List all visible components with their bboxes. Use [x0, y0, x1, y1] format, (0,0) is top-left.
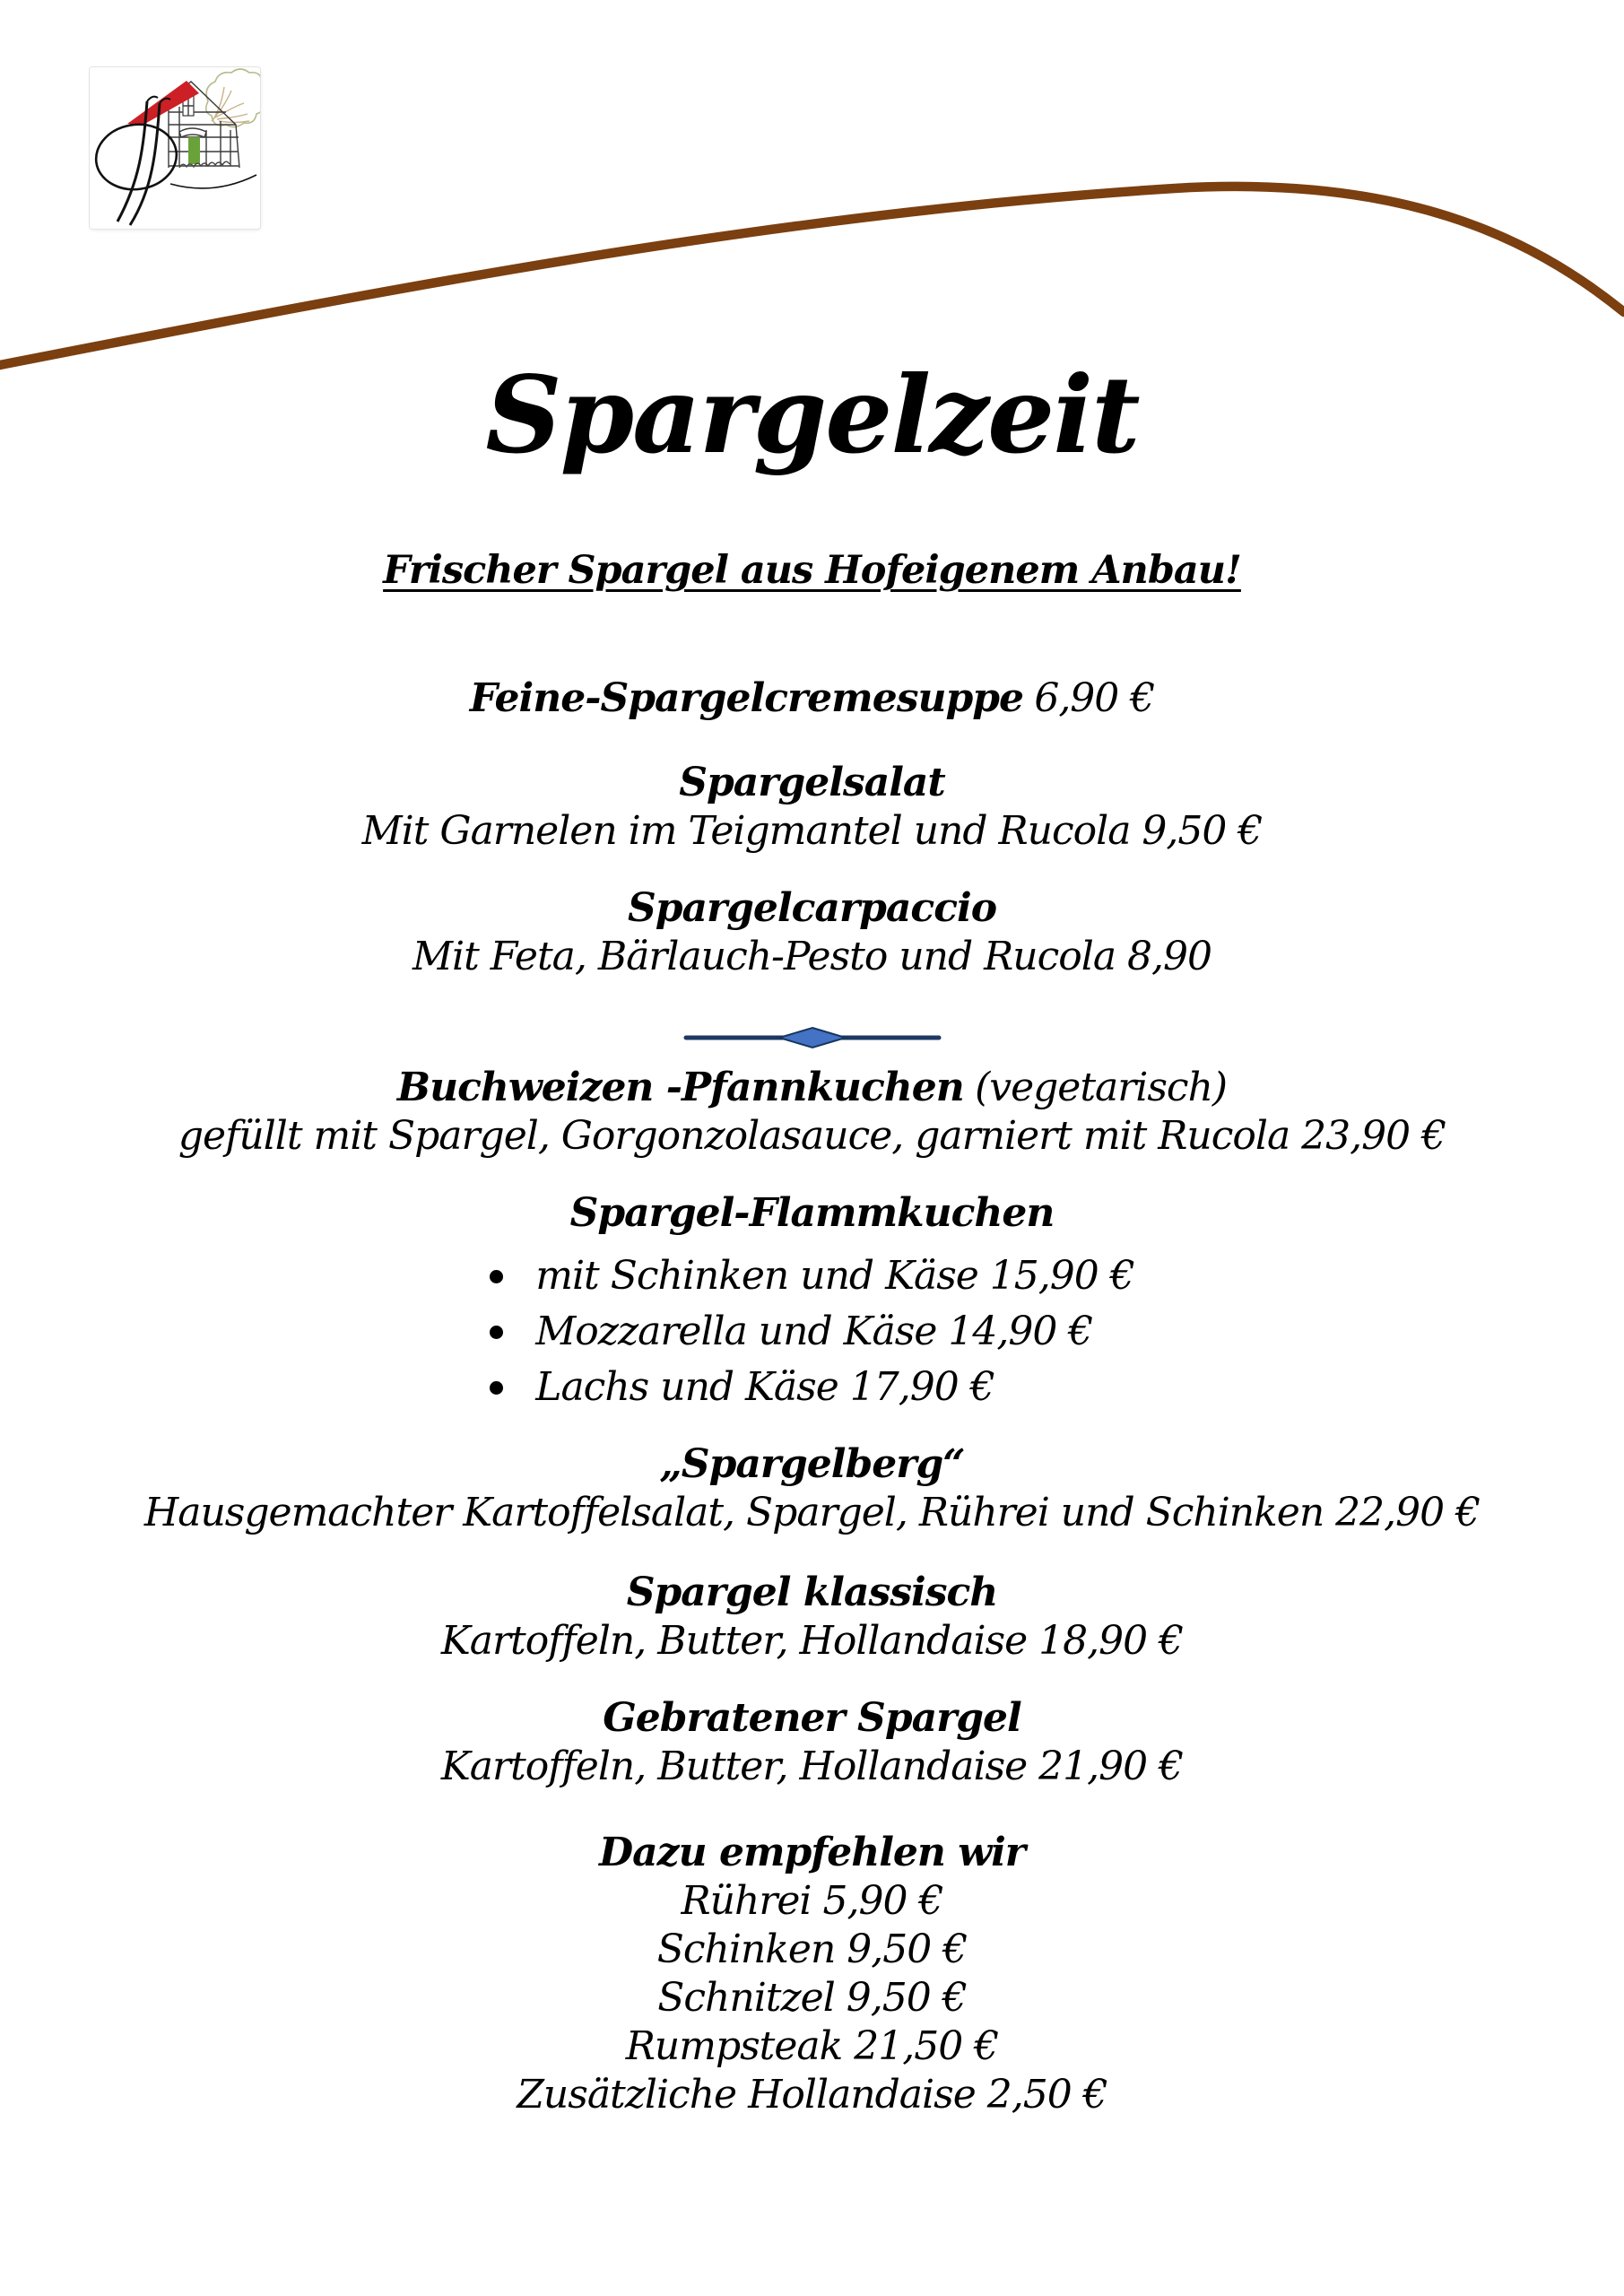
menu-item — [0, 1829, 1624, 2119]
list-item — [490, 1248, 1134, 1304]
bullet-icon — [490, 1381, 503, 1395]
side-dish-line: Zusätzliche Hollandaise 2,50 € — [517, 2072, 1107, 2118]
list-item — [490, 1304, 1134, 1360]
logo-door-icon — [188, 137, 200, 164]
item-desc: Kartoffeln, Butter, Hollandaise 21,90 € — [440, 1744, 1184, 1789]
variant-text: mit Schinken und Käse 15,90 € — [535, 1253, 1134, 1299]
item-variant-list — [490, 1248, 1134, 1415]
item-name: Buchweizen -Pfannkuchen — [396, 1065, 964, 1110]
bullet-icon — [490, 1326, 503, 1339]
item-desc: gefüllt mit Spargel, Gorgonzolasauce, garniert mit Rucola 23,90 € — [178, 1113, 1446, 1159]
menu-item — [0, 1694, 1624, 1791]
item-name: Spargelsalat — [679, 760, 945, 805]
variant-text: Mozzarella und Käse 14,90 € — [535, 1309, 1093, 1354]
item-desc: Mit Garnelen im Teigmantel und Rucola 9,50 € — [361, 808, 1263, 854]
variant-text: Lachs und Käse 17,90 € — [535, 1364, 994, 1410]
item-price: 6,90 € — [1034, 675, 1155, 721]
restaurant-logo — [90, 67, 260, 229]
menu-item — [0, 759, 1624, 856]
page-title: Spargelzeit — [485, 352, 1139, 477]
item-name: Feine-Spargelcremesuppe — [469, 675, 1024, 721]
side-dish-line: Schinken 9,50 € — [656, 1926, 968, 1972]
menu-item — [0, 674, 1624, 723]
item-desc: Kartoffeln, Butter, Hollandaise 18,90 € — [440, 1618, 1184, 1664]
side-dish-line: Schnitzel 9,50 € — [657, 1975, 967, 2021]
logo-monogram — [91, 97, 256, 225]
decorative-divider — [0, 1026, 1624, 1053]
item-name: Spargelcarpaccio — [627, 885, 997, 931]
item-name-suffix: (vegetarisch) — [975, 1065, 1228, 1110]
menu-item — [0, 1189, 1624, 1415]
item-name: Spargel-Flammkuchen — [569, 1190, 1055, 1236]
item-desc: Mit Feta, Bärlauch-Pesto und Rucola 8,90 — [412, 934, 1212, 979]
logo-tree-branches — [212, 87, 249, 123]
side-dish-line: Rührei 5,90 € — [681, 1878, 943, 1924]
item-name: Spargel klassisch — [626, 1570, 998, 1615]
menu-item — [0, 884, 1624, 981]
diamond-icon — [779, 1028, 846, 1048]
item-name: „Spargelberg“ — [659, 1441, 965, 1487]
menu-item — [0, 1064, 1624, 1161]
side-dish-line: Rumpsteak 21,50 € — [625, 2023, 999, 2069]
menu-item — [0, 1569, 1624, 1665]
item-name: Gebratener Spargel — [603, 1695, 1021, 1741]
menu-item — [0, 1440, 1624, 1537]
bullet-icon — [490, 1270, 503, 1283]
logo-script-text — [179, 161, 230, 168]
page-subtitle-text: Frischer Spargel aus Hofeigenem Anbau! — [383, 548, 1241, 593]
item-desc: Hausgemachter Kartoffelsalat, Spargel, Rührei und Schinken 22,90 € — [143, 1490, 1481, 1535]
page-subtitle — [0, 544, 1624, 597]
list-item — [490, 1360, 1134, 1415]
item-name: Dazu empfehlen wir — [599, 1830, 1025, 1875]
